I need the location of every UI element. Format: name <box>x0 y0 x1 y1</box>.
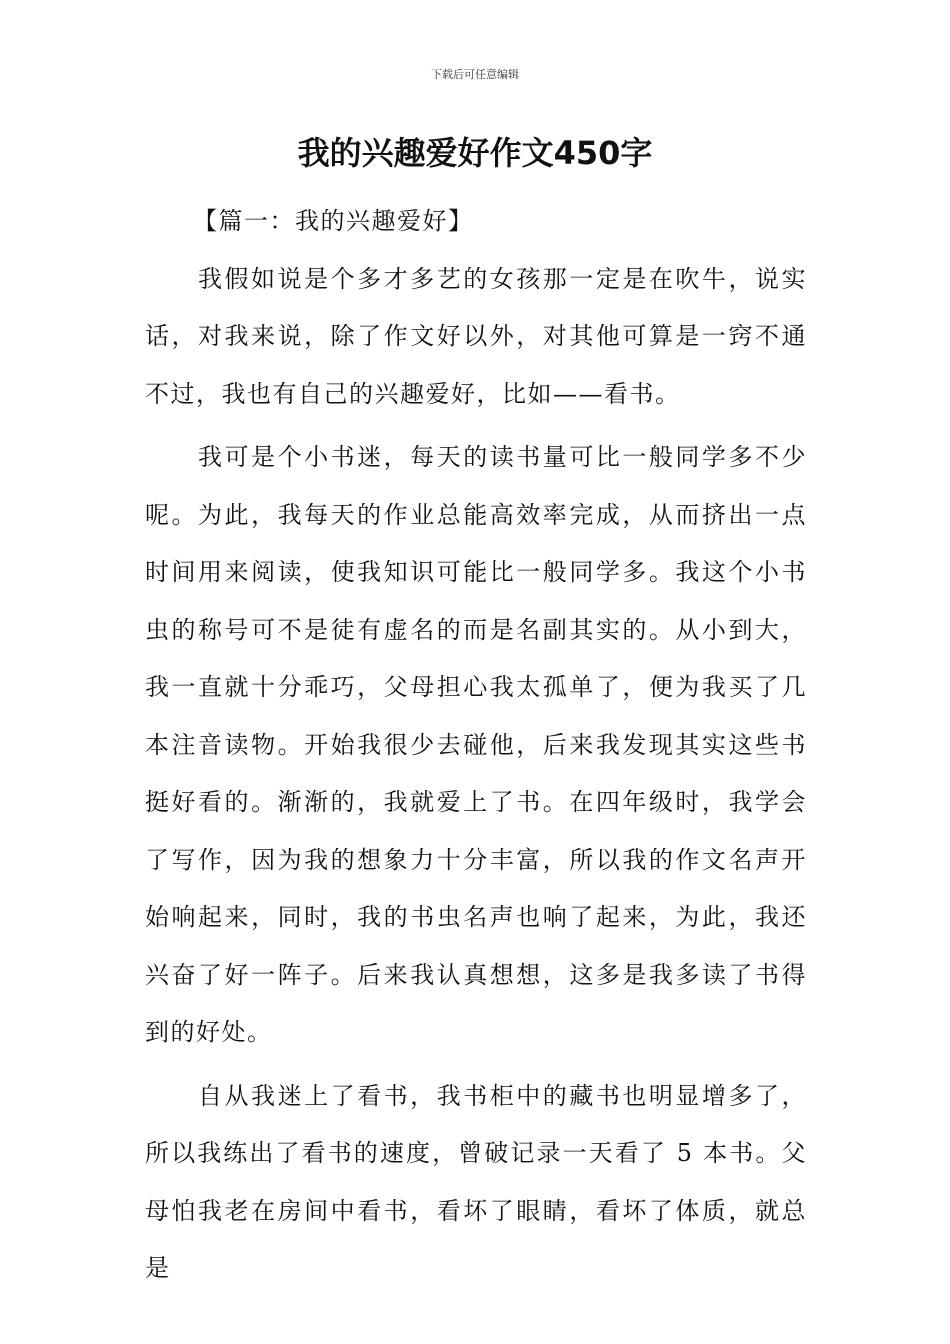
document-body <box>145 193 807 1298</box>
paragraph-1: 我假如说是个多才多艺的女孩那一定是在吹牛，说实话，对我来说，除了作文好以外，对其他可算是一窍不通不过，我也有自己的兴趣爱好，比如——看书。 <box>145 264 807 408</box>
header-note: 下载后可任意编辑 <box>431 68 519 81</box>
paragraph-3: 自从我迷上了看书，我书柜中的藏书也明显增多了，所以我练出了看书的速度，曾破记录一天看了 5 本书。父母怕我老在房间中看书，看坏了眼睛，看坏了体质，就总是 <box>145 1081 807 1282</box>
section-heading: 【篇一：我的兴趣爱好】 <box>193 207 474 235</box>
document-title: 我的兴趣爱好作文450字 <box>297 134 653 172</box>
paragraph-2: 我可是个小书迷，每天的读书量可比一般同学多不少呢。为此，我每天的作业总能高效率完成，从而挤出一点时间用来阅读，使我知识可能比一般同学多。我这个小书虫的称号可不是徒有虚名的而是名副其实的。从小到大，我一直就十分乖巧，父母担心我太孤单了，便为我买了几本注音读物。开始我很少去碰他，后来我发现其实这些书挺好看的。渐渐的，我就爱上了书。在四年级时，我学会了写作，因为我的想象力十分丰富，所以我的作文名声开始响起来，同时，我的书虫名声也响了起来，为此，我还兴奋了好一阵子。后来我认真想想，这多是我多读了书得到的好处。 <box>145 443 807 1046</box>
